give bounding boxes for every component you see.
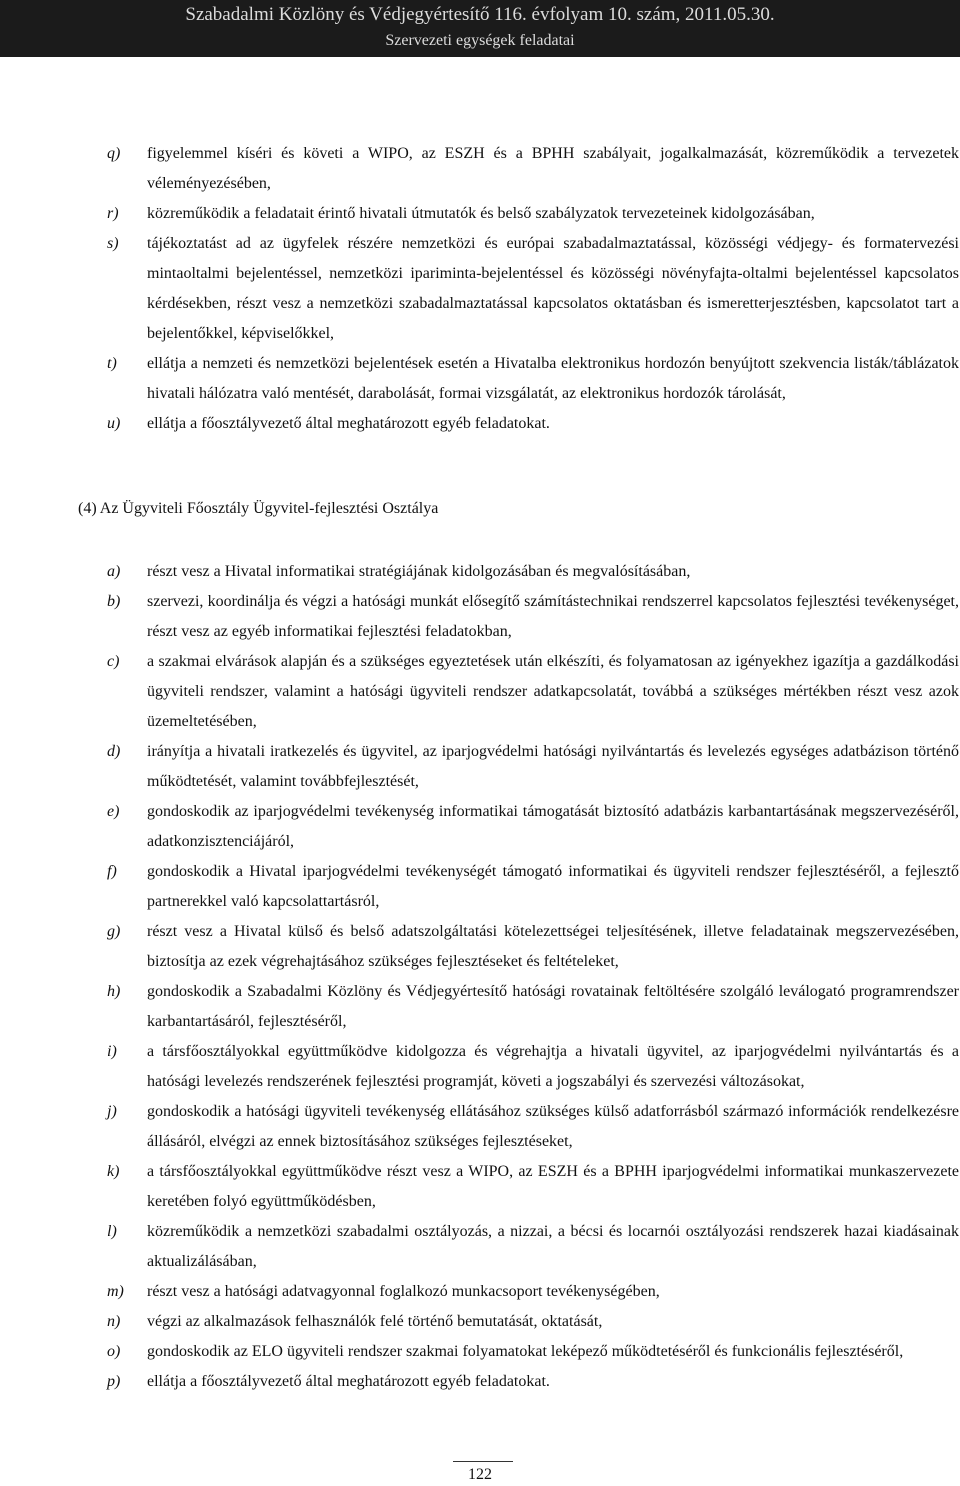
item-label: i) [107,1043,117,1060]
item-text: tájékoztatást ad az ügyfelek részére nemzetközi és európai szabadalmaztatással, közösségi védjegy- és formatervezési mintaoltalmi bejelentéssel, nemzetközi ipariminta-bejelentéssel és közösségi növényfajta-oltalmi bejelentéssel kapcsolatos kérdésekben, részt vesz a nemzetközi szabadalmaztatással kapcsolatos oktatásban és ismeretterjesztésben, kapcsolatot tart a bejelentőkkel, képviselőkkel, [147,235,959,342]
list-item [0,1097,960,1157]
item-label: d) [107,743,121,760]
list-item [0,199,960,229]
list-item [0,1157,960,1217]
item-text: részt vesz a hatósági adatvagyonnal foglalkozó munkacsoport tevékenységében, [147,1283,660,1300]
item-label: a) [107,563,121,580]
item-label: r) [107,205,119,222]
list-item [0,139,960,199]
list-item [0,1307,960,1337]
item-text: figyelemmel kíséri és követi a WIPO, az ESZH és a BPHH szabályait, jogalkalmazását, közreműködik a tervezetek véleményezésében, [147,145,959,192]
list-item [0,1217,960,1277]
list-item [0,857,960,917]
item-label: u) [107,415,121,432]
item-label: p) [107,1373,121,1390]
item-text: részt vesz a Hivatal informatikai stratégiájának kidolgozásában és megvalósításában, [147,563,691,580]
item-label: h) [107,983,121,1000]
section-title: Szervezeti egységek feladatai [385,32,575,49]
list-item [0,737,960,797]
page-header [0,0,960,57]
item-label: k) [107,1163,120,1180]
list-item [0,1337,960,1367]
item-label: e) [107,803,120,820]
item-label: l) [107,1223,117,1240]
item-text: gondoskodik a Szabadalmi Közlöny és Védjegyértesítő hatósági rovatainak feltöltésére szolgáló leválogató programrendszer karbantartásáról, fejlesztéséről, [147,983,959,1030]
list-item [0,977,960,1037]
item-text: ellátja a főosztályvezető által meghatározott egyéb feladatokat. [147,1373,550,1390]
item-label: n) [107,1313,121,1330]
footer-rule [453,1461,513,1462]
item-text: a társfőosztályokkal együttműködve kidolgozza és végrehajtja a hivatali ügyvitel, az iparjogvédelmi nyilvántartás és a hatósági levelezés rendszerének fejlesztési programját, követi a jogszabályi és szervezési változásokat, [147,1043,959,1090]
list-item [0,409,960,439]
item-text: a szakmai elvárások alapján és a szükséges egyeztetések után elkészíti, és folyamatosan az igényekhez igazítja a gazdálkodási ügyviteli rendszer, valamint a hatósági ügyviteli rendszer adatkapcsolatát, továbbá a szükséges mértékben részt vesz azok üzemeltetésében, [147,653,959,730]
item-text: közreműködik a feladatait érintő hivatali útmutatók és belső szabályzatok tervezeteinek kidolgozásában, [147,205,815,222]
section-heading: (4) Az Ügyviteli Főosztály Ügyvitel-fejlesztési Osztálya [78,500,439,517]
list-item [0,1277,960,1307]
item-label: c) [107,653,120,670]
item-text: közreműködik a nemzetközi szabadalmi osztályozás, a nizzai, a bécsi és locarnói osztályozási rendszerek hazai kiadásainak aktualizálásában, [147,1223,959,1270]
item-text: gondoskodik az iparjogvédelmi tevékenység informatikai támogatását biztosító adatbázis karbantartásának megszervezéséről, adatkonzisztenciájáról, [147,803,959,850]
list-item [0,557,960,587]
item-label: m) [107,1283,124,1300]
item-text: végzi az alkalmazások felhasználók felé történő bemutatását, oktatását, [147,1313,603,1330]
list-item [0,229,960,349]
item-text: gondoskodik a hatósági ügyviteli tevékenység ellátásához szükséges külső adatforrásból származó információk rendelkezésre állásáról, elvégzi az ennek biztosításához szükséges fejlesztéseket, [147,1103,959,1150]
task-list-2 [0,557,960,1397]
task-list-1 [0,139,960,439]
list-item [0,1037,960,1097]
list-item [0,349,960,409]
item-text: részt vesz a Hivatal külső és belső adatszolgáltatási kötelezettségei teljesítésének, illetve feladatainak megszervezésében, biztosítja az ezek végrehajtásához szükséges fejlesztéseket és feltételeket, [147,923,959,970]
list-item [0,1367,960,1397]
item-label: o) [107,1343,121,1360]
item-text: gondoskodik az ELO ügyviteli rendszer szakmai folyamatokat leképező működtetéséről és funkcionális fejlesztéséről, [147,1343,904,1360]
item-text: gondoskodik a Hivatal iparjogvédelmi tevékenységét támogató informatikai és ügyviteli rendszer fejlesztéséről, a fejlesztő partnerekkel való kapcsolattartásról, [147,863,959,910]
item-label: j) [107,1103,117,1120]
item-text: szervezi, koordinálja és végzi a hatósági munkát elősegítő számítástechnikai rendszerrel kapcsolatos fejlesztési tevékenységet, részt vesz az egyéb informatikai fejlesztési feladatokban, [147,593,959,640]
list-item [0,647,960,737]
item-label: b) [107,593,121,610]
list-item [0,797,960,857]
item-label: q) [107,145,121,162]
page-number: 122 [468,1466,492,1483]
item-text: ellátja a főosztályvezető által meghatározott egyéb feladatokat. [147,415,550,432]
item-text: a társfőosztályokkal együttműködve részt vesz a WIPO, az ESZH és a BPHH iparjogvédelmi informatikai munkaszervezete keretében folyó együttműködésben, [147,1163,959,1210]
item-label: g) [107,923,121,940]
list-item [0,587,960,647]
journal-title: Szabadalmi Közlöny és Védjegyértesítő 116. évfolyam 10. szám, 2011.05.30. [185,4,775,25]
item-label: s) [107,235,119,252]
item-label: f) [107,863,117,880]
item-text: irányítja a hivatali iratkezelés és ügyvitel, az iparjogvédelmi hatósági nyilvántartás és levelezés egységes adatbázison történő működtetését, valamint továbbfejlesztését, [147,743,959,790]
list-item [0,917,960,977]
item-label: t) [107,355,117,372]
item-text: ellátja a nemzeti és nemzetközi bejelentések esetén a Hivatalba elektronikus hordozón benyújtott szekvencia listák/táblázatok hivatali hálózatra való mentését, darabolását, formai vizsgálatát, az elektronikus hordozók tárolását, [147,355,959,402]
